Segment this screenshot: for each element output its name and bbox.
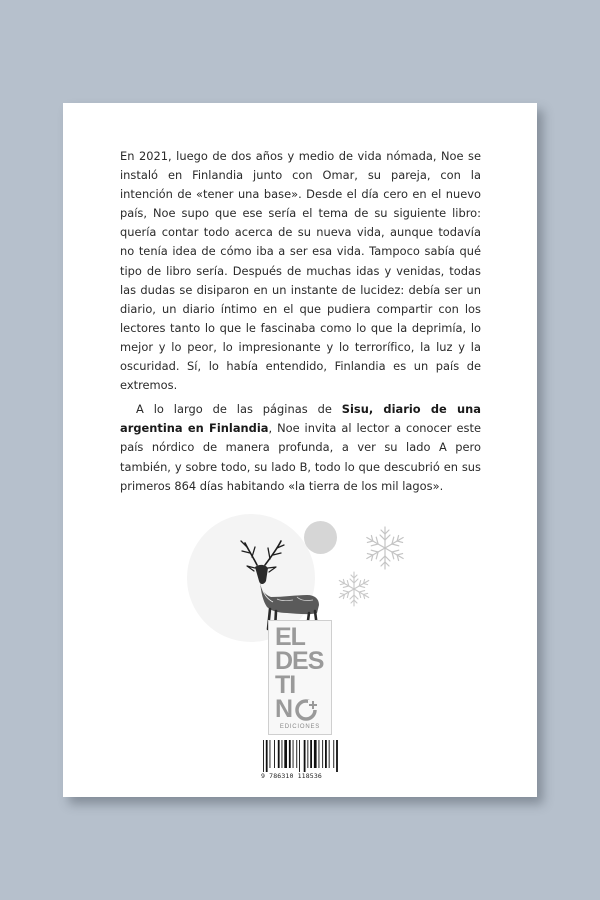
book-title: Sisu, diario de una argentina en Finlandia bbox=[120, 402, 481, 436]
barcode bbox=[261, 740, 339, 772]
reindeer-icon bbox=[237, 535, 329, 631]
logo-circle-plus-icon bbox=[295, 699, 319, 721]
logo-line-3: TI bbox=[275, 671, 296, 699]
barcode-bar bbox=[304, 740, 306, 772]
barcode-bar bbox=[325, 740, 327, 768]
logo-line-1: EL bbox=[275, 623, 305, 651]
snowflake-icon bbox=[361, 524, 409, 572]
synopsis-paragraph-2 bbox=[120, 400, 481, 495]
barcode-bar bbox=[270, 740, 271, 768]
synopsis-paragraph-1: En 2021, luego de dos años y medio de vida nómada, Noe se instaló en Finlandia junto con Omar, su pareja, con la intención de «tener una base». Desde el día cero en el nuevo país, Noe supo que ese sería el tema de su siguiente libro: quería contar todo acerca de su nueva vida, aunque todavía no tenía idea de cómo iba a ser esa vida. Tampoco sabía qué tipo de libro sería. Después de muchas idas y venidas, todas las dudas se disiparon en un instante de lucidez: debía ser un diario, un diario íntimo en el que pudiera compartir con los lectores tanto lo que le fascinaba como lo que la deprimía, lo mejor y lo peor, lo impresionante y lo terrorífico, la luz y la oscuridad. Sí, lo había entendido, Finlandia es un país de extremos. bbox=[120, 149, 481, 393]
barcode-bar bbox=[299, 740, 300, 772]
barcode-bar bbox=[293, 740, 294, 768]
paragraph-2-prefix: A lo largo de las páginas de bbox=[136, 402, 342, 417]
barcode-bar bbox=[314, 740, 317, 768]
snowflake-icon bbox=[334, 569, 374, 609]
barcode-bar bbox=[274, 740, 275, 768]
barcode-bar bbox=[319, 740, 320, 768]
synopsis bbox=[120, 147, 481, 496]
barcode-bar bbox=[307, 740, 308, 768]
barcode-bar bbox=[296, 740, 297, 768]
barcode-bar bbox=[284, 740, 287, 768]
barcode-bar bbox=[263, 740, 264, 772]
logo-line-4: N bbox=[275, 695, 293, 723]
barcode-number: 9 786310 118536 bbox=[261, 772, 322, 780]
barcode-bar bbox=[310, 740, 312, 768]
publisher-logo bbox=[268, 620, 332, 735]
logo-subtitle: EDICIONES bbox=[279, 724, 321, 730]
barcode-bar bbox=[278, 740, 280, 768]
barcode-bar bbox=[282, 740, 283, 768]
barcode-bar bbox=[333, 740, 334, 768]
barcode-bar bbox=[266, 740, 268, 772]
paragraph-2-suffix: , Noe invita al lector a conocer este país nórdico de manera profunda, a ver su lado A pero también, y sobre todo, su lado B, todo lo que descubrió en sus primeros 864 días habitando «la tierra de los mil lagos». bbox=[120, 421, 481, 493]
barcode-bar bbox=[289, 740, 291, 768]
back-cover bbox=[63, 103, 537, 797]
logo-line-2: DES bbox=[275, 647, 324, 675]
barcode-bar bbox=[322, 740, 323, 768]
barcode-bar bbox=[336, 740, 338, 772]
barcode-bar bbox=[329, 740, 330, 768]
